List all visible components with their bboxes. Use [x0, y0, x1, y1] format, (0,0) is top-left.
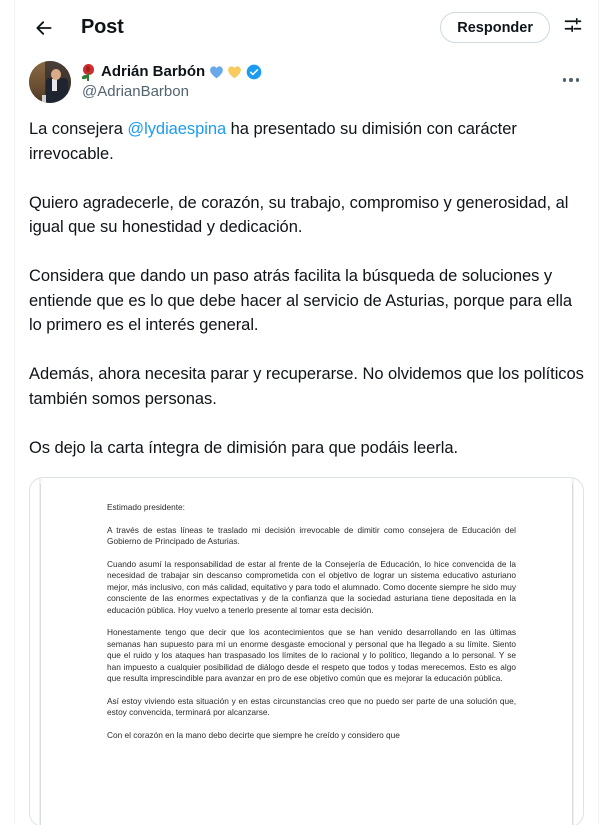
more-options-button[interactable] — [556, 65, 586, 95]
rose-emoji — [82, 64, 95, 81]
back-arrow-icon — [34, 18, 54, 38]
resignation-letter-image — [40, 484, 573, 825]
tweet-text-before: La consejera — [29, 120, 128, 138]
page-title: Post — [81, 16, 124, 38]
letter-paragraph: Honestamente tengo que decir que los acontecimientos que se han venido desarrollando en las últimas semanas han supuesto para mí un enorme desgaste emocional y personal que ha llegado a su límite. Siento que el ruido y los ataques han traspasado los límites de lo racional y lo político, llegando a lo personal. Y se han impuesto a cualquier posibilidad de diálogo desde el respeto que todos y todas merecemos. Esto es algo que resulta imprescindible para avanzar en pro de ese objetivo común que es mejorar la educación pública. — [107, 627, 516, 684]
sliders-settings-icon — [563, 15, 583, 40]
mention-link[interactable]: @lydiaespina — [127, 120, 227, 138]
tweet-paragraph: Considera que dando un paso atrás facilita la búsqueda de soluciones y entiende que es lo que debe hacer al servicio de Asturias, porque para ella lo primero es el interés general. — [29, 267, 572, 334]
blue-heart-emoji — [209, 65, 224, 79]
back-button[interactable] — [27, 11, 61, 45]
tweet-paragraph: Quiero agradecerle, de corazón, su trabajo, compromiso y generosidad, al igual que su honestidad y dedicación. — [29, 193, 569, 236]
letter-body — [107, 502, 516, 741]
verified-badge-icon — [246, 64, 262, 80]
tweet-container — [15, 55, 598, 825]
author-handle[interactable]: @AdrianBarbon — [82, 83, 189, 100]
author-meta — [82, 61, 262, 103]
tweet-paragraph — [29, 117, 584, 166]
author-row — [29, 61, 584, 103]
column-rule-right — [598, 0, 599, 825]
author-name-row[interactable] — [82, 62, 262, 82]
reply-button[interactable]: Responder — [440, 12, 550, 43]
avatar[interactable] — [29, 61, 71, 103]
letter-paragraph: Cuando asumí la responsabilidad de estar al frente de la Consejería de Educación, lo hice convencida de la necesidad de trabajar sin descanso comprometida con el objetivo de lograr un sistema educativo asturiano mejor, más inclusivo, con más calidad, equitativo y para todo el alumnado. Como docente siempre he sido muy consciente de las enormes expectativas y de la confianza que la sociedad asturiana tiene depositada en la educación pública. Hoy vuelvo a tenerlo presente al tomar esta decisión. — [107, 559, 516, 615]
tweet-media-card[interactable] — [29, 477, 584, 825]
settings-button[interactable] — [556, 11, 590, 45]
letter-paragraph: A través de estas líneas te traslado mi decisión irrevocable de dimitir como consejera de Educación del Gobierno de Principado de Asturias. — [107, 524, 516, 547]
tweet-text-after: ha presentado su dimisión con carácter irrevocable. — [29, 120, 517, 163]
author-display-name: Adrián Barbón — [101, 63, 206, 80]
page-header — [15, 0, 598, 55]
yellow-heart-emoji — [227, 65, 242, 79]
more-options-icon — [561, 78, 581, 82]
letter-greeting: Estimado presidente: — [107, 502, 185, 512]
letter-paragraph: Así estoy viviendo esta situación y en estas circunstancias creo que no puedo ser parte de una solución que, estoy convencida, terminará por alcanzarse. — [107, 695, 516, 718]
letter-paragraph: Con el corazón en la mano debo decirte que siempre he creído y considero que — [107, 730, 400, 741]
tweet-text — [29, 117, 584, 460]
tweet-paragraph: Os dejo la carta íntegra de dimisión para que podáis leerla. — [29, 438, 459, 457]
tweet-paragraph: Además, ahora necesita parar y recuperarse. No olvidemos que los políticos también somos personas. — [29, 365, 584, 408]
